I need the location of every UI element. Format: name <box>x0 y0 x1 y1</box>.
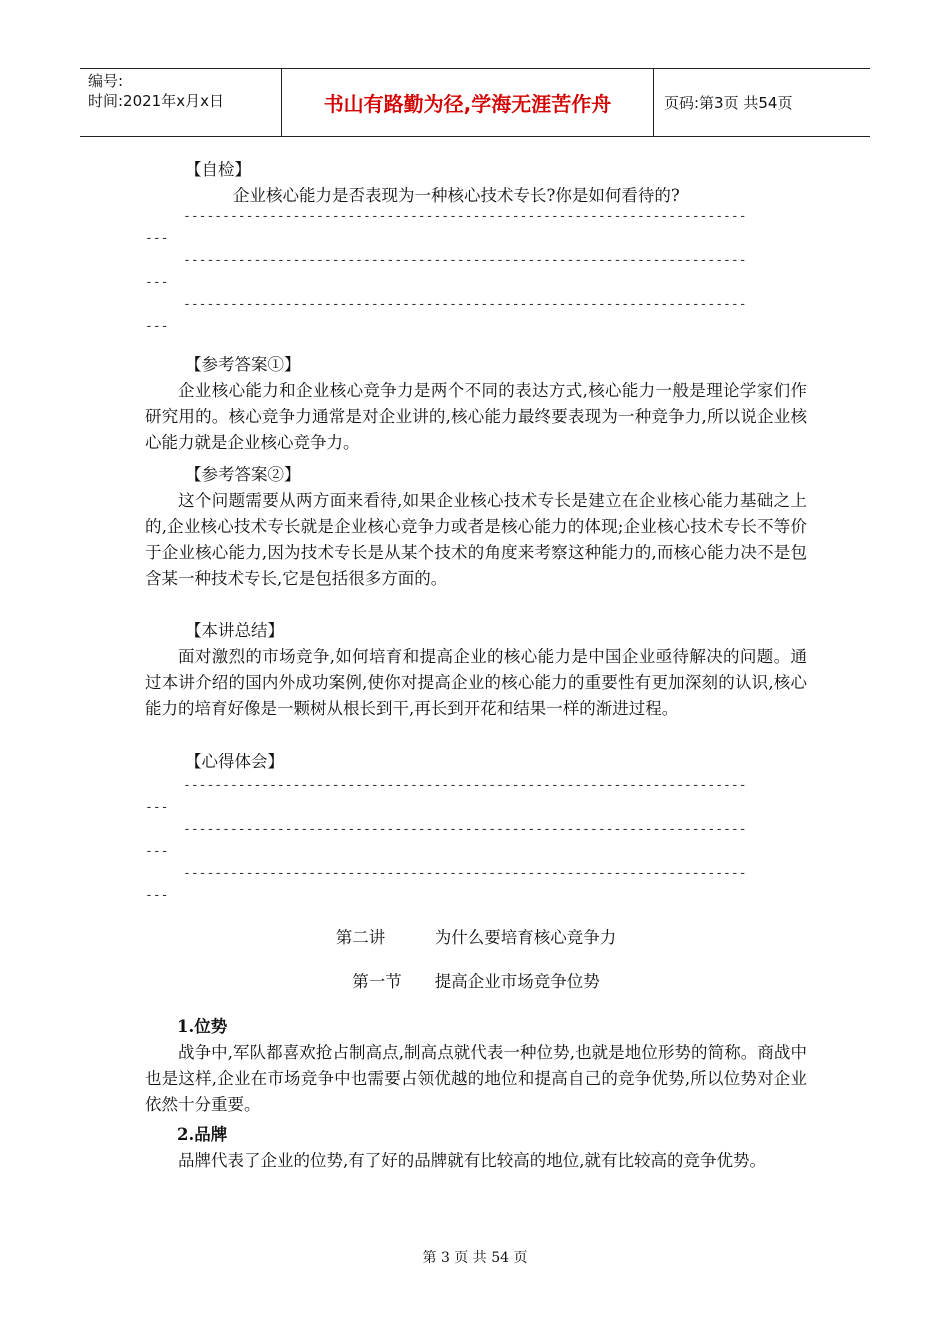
answer-line-tail: --- <box>145 319 169 334</box>
answer-line: ------------------------------------------------------------------------ <box>183 209 747 224</box>
summary-text: 面对激烈的市场竞争,如何培育和提高企业的核心能力是中国企业亟待解决的问题。通过本讲介绍的国内外成功案例,使你对提高企业的核心能力的重要性有更加深刻的认识,核心能力的培育好像是一颗树从根长到干,再长到开花和结果一样的渐进过程。 <box>145 647 807 718</box>
position-text: 战争中,军队都喜欢抢占制高点,制高点就代表一种位势,也就是地位形势的简称。商战中也是这样,企业在市场竞争中也需要占领优越的地位和提高自己的竞争优势,所以位势对企业依然十分重要。 <box>145 1043 807 1114</box>
section-title: 第一节 提高企业市场竞争位势 <box>352 972 600 991</box>
lecture-title: 第二讲 为什么要培育核心竞争力 <box>335 928 617 947</box>
reflection-line-tail: --- <box>145 888 169 903</box>
page-footer: 第 3 页 共 54 页 <box>422 1250 528 1266</box>
header-page-code: 页码:第3页 共54页 <box>664 94 793 112</box>
header-left-cell <box>80 69 282 136</box>
brand-section <box>145 1122 807 1174</box>
reflection-line: ------------------------------------------------------------------------ <box>183 778 747 793</box>
reflection-heading: 【心得体会】 <box>185 752 284 771</box>
reflection-section <box>145 749 807 907</box>
header-motto: 书山有路勤为径,学海无涯苦作舟 <box>282 69 654 136</box>
answer-line: ------------------------------------------------------------------------ <box>183 297 747 312</box>
self-check-question: 企业核心能力是否表现为一种核心技术专长?你是如何看待的? <box>233 186 680 205</box>
answer2-section <box>145 462 807 592</box>
answer1-heading: 【参考答案①】 <box>185 355 301 374</box>
position-heading: 1.位势 <box>177 1017 228 1036</box>
answer-line: ------------------------------------------------------------------------ <box>183 253 747 268</box>
brand-heading: 2.品牌 <box>177 1125 228 1144</box>
self-check-heading: 【自检】 <box>185 160 251 179</box>
answer-line-tail: --- <box>145 231 169 246</box>
reflection-line: ------------------------------------------------------------------------ <box>183 822 747 837</box>
reflection-line-tail: --- <box>145 800 169 815</box>
summary-section <box>145 618 807 722</box>
brand-text: 品牌代表了企业的位势,有了好的品牌就有比较高的地位,就有比较高的竞争优势。 <box>178 1151 766 1170</box>
answer1-text: 企业核心能力和企业核心竞争力是两个不同的表达方式,核心能力一般是理论学家们作研究用的。核心竞争力通常是对企业讲的,核心能力最终要表现为一种竞争力,所以说企业核心能力就是企业核心竞争力。 <box>145 381 807 452</box>
answer-line-tail: --- <box>145 275 169 290</box>
answer1-section <box>145 352 807 456</box>
answer-lines <box>145 206 807 338</box>
summary-heading: 【本讲总结】 <box>185 621 284 640</box>
self-check-section <box>145 157 807 209</box>
reflection-line-tail: --- <box>145 844 169 859</box>
reflection-line: ------------------------------------------------------------------------ <box>183 866 747 881</box>
document-time-label: 时间:2021年x月x日 <box>88 92 224 110</box>
answer2-heading: 【参考答案②】 <box>185 465 301 484</box>
page-header <box>80 68 870 137</box>
answer2-text: 这个问题需要从两方面来看待,如果企业核心技术专长是建立在企业核心能力基础之上的,企业核心技术专长就是企业核心竞争力或者是核心能力的体现;企业核心技术专长不等价于企业核心能力,因为技术专长是从某个技术的角度来考察这种能力的,而核心能力决不是包含某一种技术专长,它是包括很多方面的。 <box>145 491 807 588</box>
document-number-label: 编号: <box>88 72 124 90</box>
position-section <box>145 1014 807 1118</box>
